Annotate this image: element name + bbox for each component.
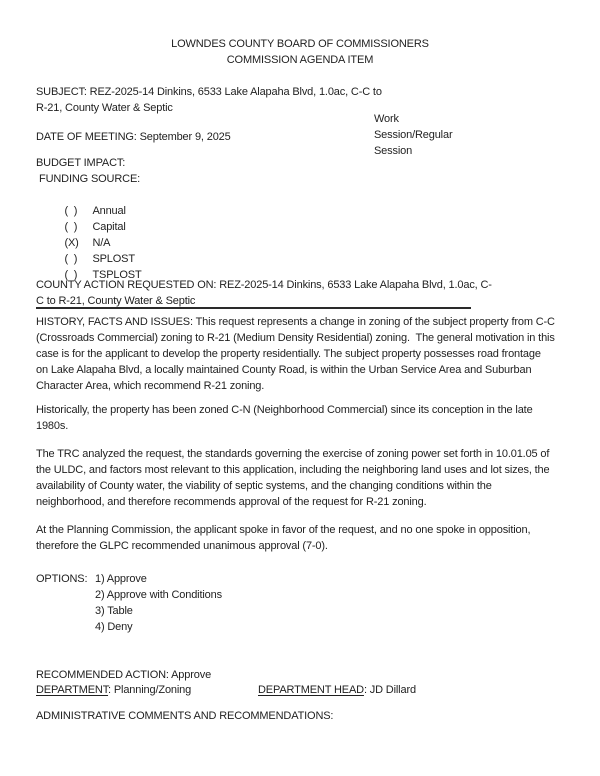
funding-source-label: FUNDING SOURCE: (39, 173, 141, 185)
county-action-line: C to R-21, County Water & Septic (36, 295, 196, 307)
trc-line: The TRC analyzed the request, the standards governing the exercise of zoning power set forth in 10.01.05 of (36, 448, 550, 460)
checkbox-label: Annual (92, 205, 126, 217)
checkbox-label: TSPLOST (92, 269, 142, 281)
historically-line: 1980s. (36, 420, 69, 432)
session-type-block (374, 111, 452, 159)
history-line: Character Area, which recommend R-21 zoning. (36, 380, 265, 392)
checkbox-label: Capital (92, 221, 126, 233)
title-line-1: LOWNDES COUNTY BOARD OF COMMISSIONERS (171, 38, 429, 50)
option-item-table: 3) Table (95, 605, 133, 617)
option-item-approve-with-conditions: 2) Approve with Conditions (95, 589, 222, 601)
trc-line: the ULDC, and factors most relevant to this application, including the neighboring land uses and lot sizes, the (36, 464, 550, 476)
history-paragraph (36, 314, 555, 394)
title-line-2: COMMISSION AGENDA ITEM (226, 54, 374, 66)
department-row (36, 682, 556, 698)
subject-line: R-21, County Water & Septic (36, 102, 173, 114)
session-line: Work (374, 113, 399, 125)
checkbox-mark: ( ) (64, 269, 78, 281)
department-head-field (258, 682, 416, 698)
department-value: : Planning/Zoning (108, 684, 192, 696)
meeting-date: DATE OF MEETING: September 9, 2025 (36, 131, 231, 143)
checkbox-mark: ( ) (64, 253, 78, 265)
planning-line: At the Planning Commission, the applicant spoke in favor of the request, and no one spoke in opposition, (36, 524, 531, 536)
option-item-approve: 1) Approve (95, 573, 147, 585)
recommended-action: RECOMMENDED ACTION: Approve (36, 669, 212, 681)
subject-line: SUBJECT: REZ-2025-14 Dinkins, 6533 Lake Alapaha Blvd, 1.0ac, C-C to (36, 86, 382, 98)
session-line: Session/Regular (374, 129, 453, 141)
planning-paragraph (36, 522, 530, 554)
planning-line: therefore the GLPC recommended unanimous approval (7-0). (36, 540, 328, 552)
checkbox-label: SPLOST (92, 253, 135, 265)
document-title (0, 36, 600, 68)
checkbox-mark-checked: (X) (64, 237, 79, 249)
historically-paragraph (36, 402, 533, 434)
subject-block (36, 84, 382, 116)
history-line: HISTORY, FACTS AND ISSUES: This request represents a change in zoning of the subject property from C-C (36, 316, 555, 328)
budget-impact-label: BUDGET IMPACT: (36, 157, 126, 169)
section-divider-rule (36, 307, 471, 309)
history-line: case is for the applicant to develop the property residentially. The subject property possesses road frontage (36, 348, 541, 360)
options-label: OPTIONS: (36, 573, 88, 585)
funding-options-list (47, 187, 142, 281)
trc-line: neighborhood, and therefore recommends approval of the request for R-21 zoning. (36, 496, 427, 508)
checkbox-mark: ( ) (64, 205, 78, 217)
options-list (95, 571, 222, 635)
trc-line: availability of County water, the viability of septic systems, and the changing conditions within the (36, 480, 492, 492)
session-line: Session (374, 145, 413, 157)
option-item-deny: 4) Deny (95, 621, 133, 633)
checkbox-mark: ( ) (64, 221, 78, 233)
history-line: on Lake Alapaha Blvd, a locally maintained County Road, is within the Urban Service Area and Suburban (36, 364, 532, 376)
department-head-value: : JD Dillard (363, 684, 416, 696)
historically-line: Historically, the property has been zoned C-N (Neighborhood Commercial) since its conception in the late (36, 404, 533, 416)
department-label: DEPARTMENT (36, 684, 109, 696)
department-head-label: DEPARTMENT HEAD (258, 684, 364, 696)
department-field (36, 682, 191, 698)
administrative-comments-label: ADMINISTRATIVE COMMENTS AND RECOMMENDATIONS: (36, 710, 334, 722)
history-line: (Crossroads Commercial) zoning to R-21 (Medium Density Residential) zoning. The general motivation in this (36, 332, 555, 344)
funding-option-annual (47, 187, 142, 217)
county-action-line: COUNTY ACTION REQUESTED ON: REZ-2025-14 Dinkins, 6533 Lake Alapaha Blvd, 1.0ac, C- (36, 279, 492, 291)
checkbox-label: N/A (92, 237, 111, 249)
county-action-block (36, 277, 492, 309)
trc-paragraph (36, 446, 550, 510)
